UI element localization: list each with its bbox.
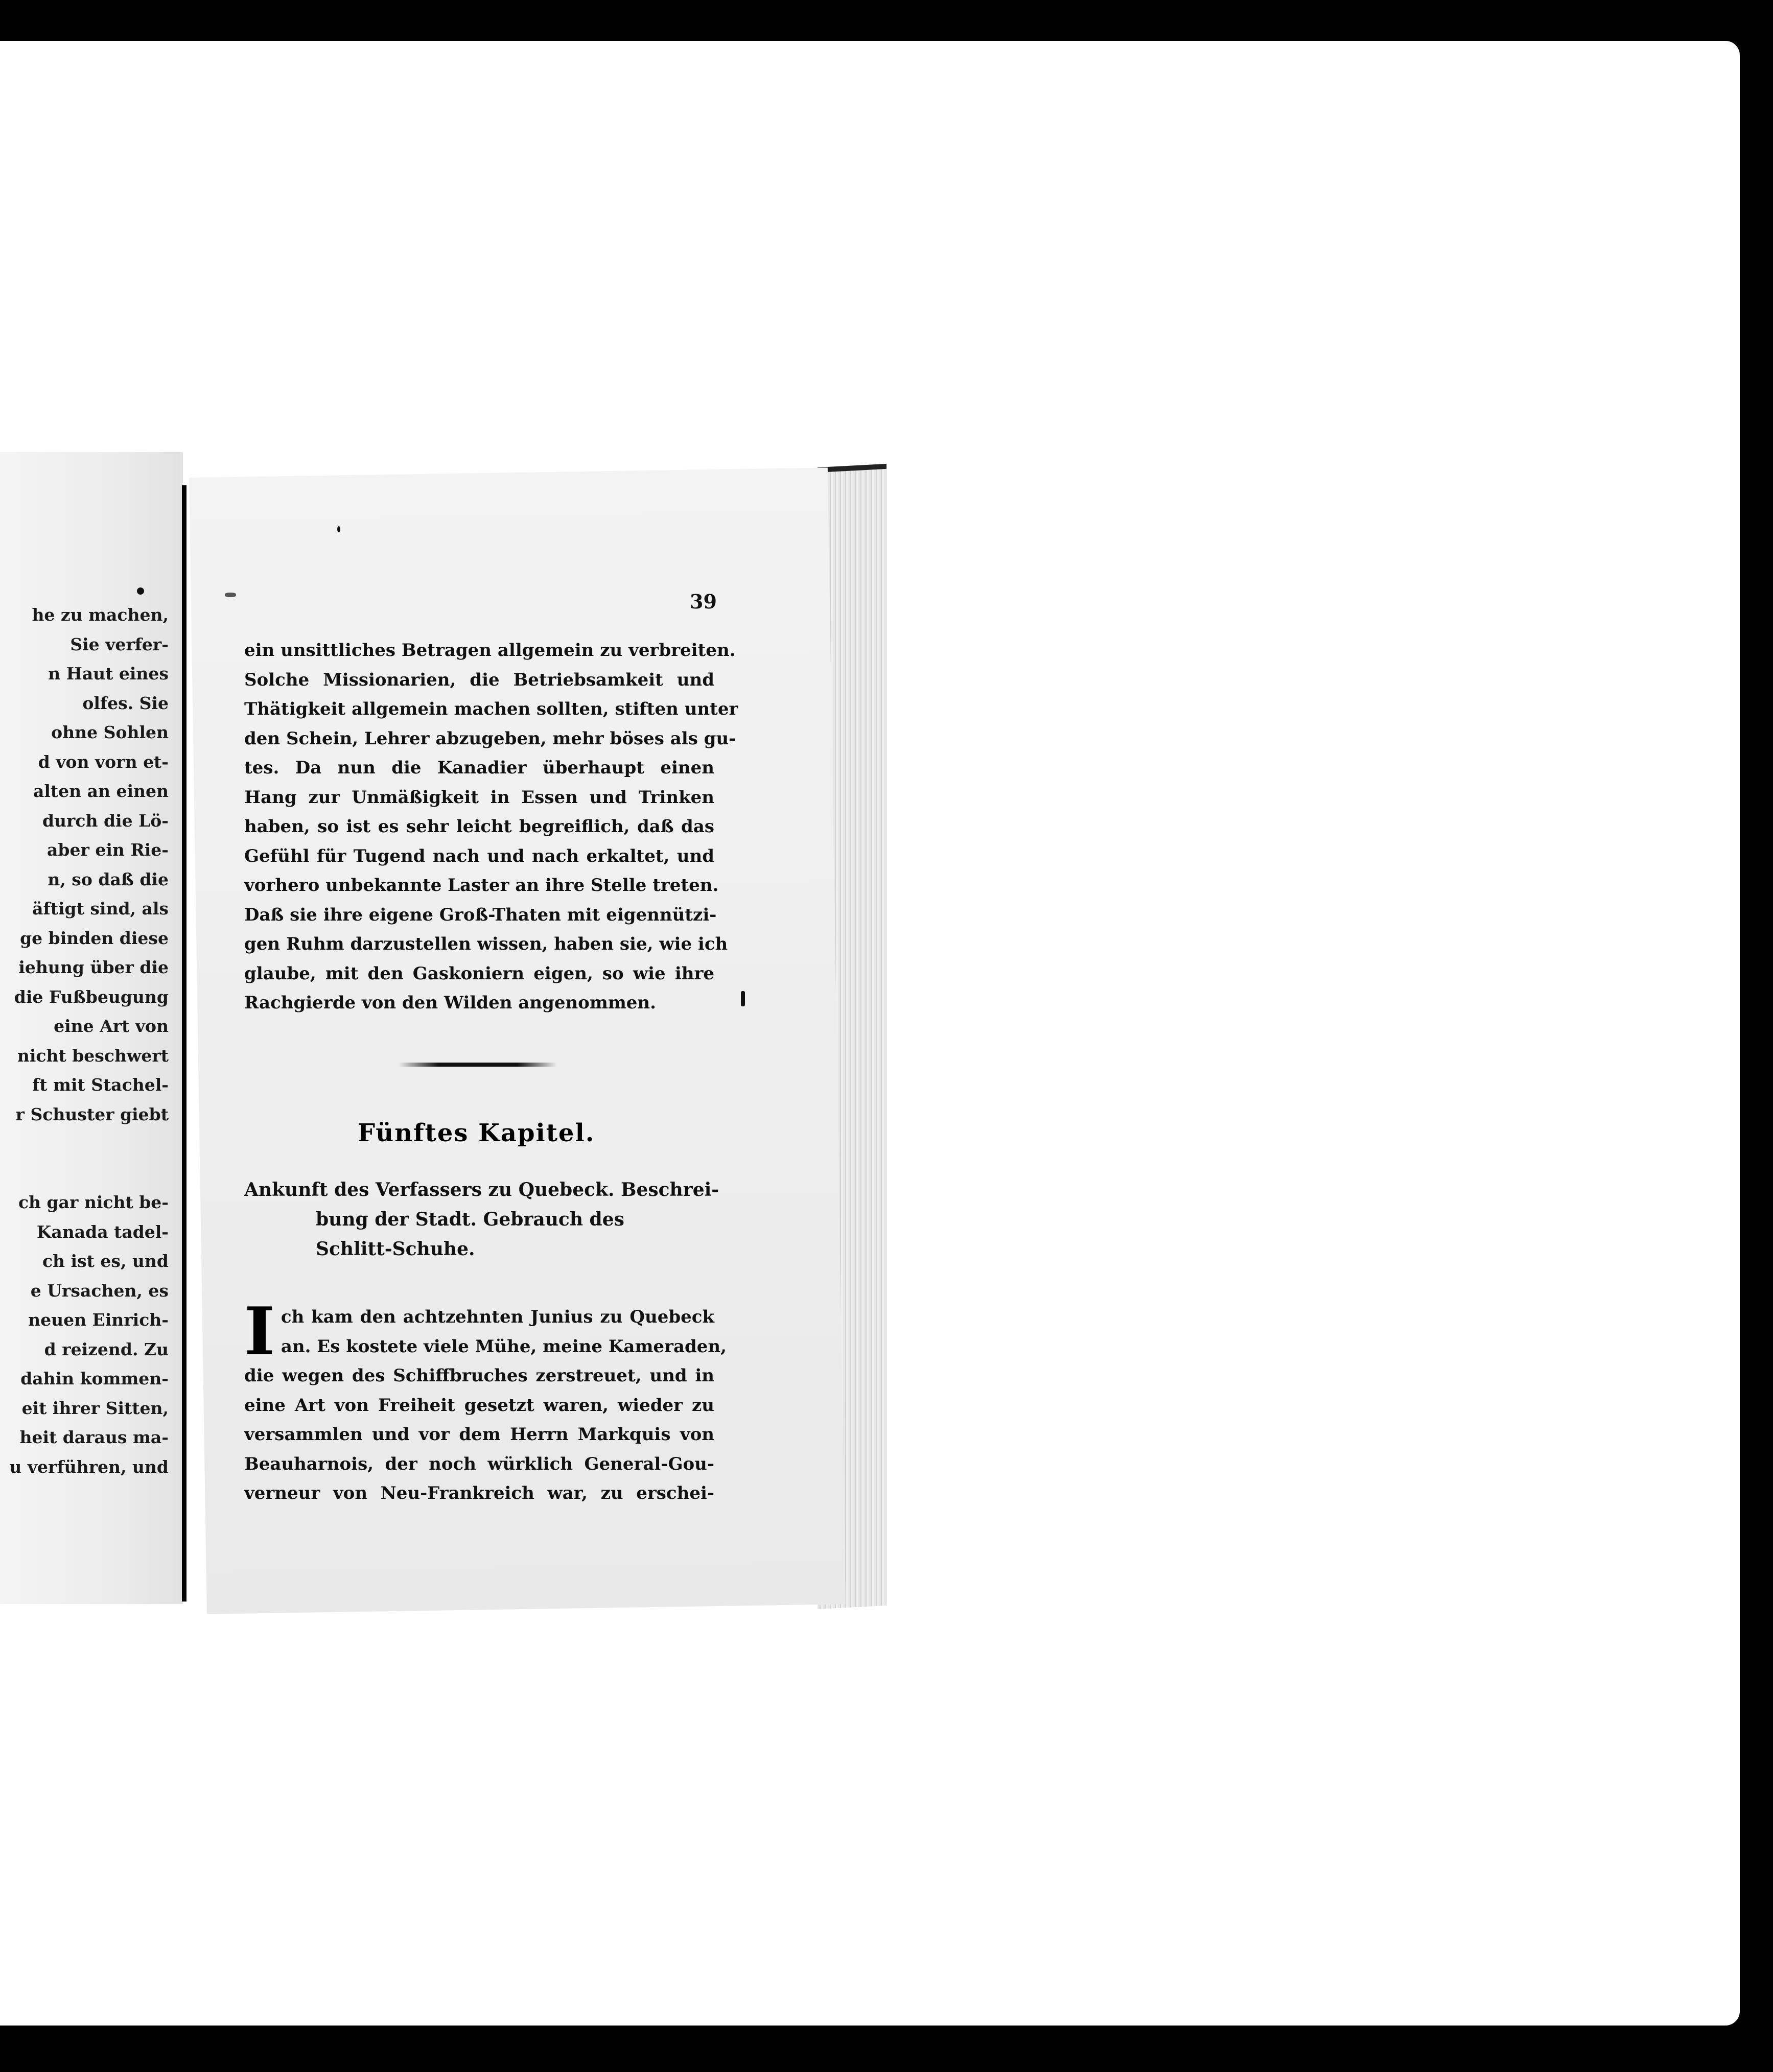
text-line: vorhero unbekannte Laster an ihre Stelle treten. [244, 875, 719, 896]
scan-speck [337, 526, 340, 532]
scanned-sheet [0, 41, 1763, 2026]
text-line: gen Ruhm darzustellen wissen, haben sie, wie ich [244, 934, 728, 954]
text-line: aber ein Rie- [47, 840, 169, 860]
text-line: he zu machen, [32, 605, 169, 625]
chapter-title: Fünftes Kapitel. [358, 1119, 595, 1147]
text-line: Hang zur Unmäßigkeit in Essen und Trinken [244, 787, 714, 808]
text-line: ein unsittliches Betragen allgemein zu verbreiten. [244, 640, 736, 661]
text-line: neuen Einrich- [28, 1310, 169, 1330]
text-line: Solche Missionarien, die Betriebsamkeit und [244, 669, 714, 690]
scan-speck [225, 593, 236, 597]
book-gutter [182, 485, 186, 1602]
text-line: r Schuster giebt [15, 1104, 169, 1124]
text-line: ch gar nicht be- [18, 1192, 169, 1212]
chapter-summary [244, 1175, 719, 1264]
text-line: n Haut eines [48, 664, 169, 684]
text-line: Daß sie ihre eigene Groß-Thaten mit eigennützi- [244, 904, 717, 925]
text-line: eit ihrer Sitten, [21, 1398, 169, 1418]
drop-cap: I [244, 1293, 275, 1370]
text-line: Rachgierde von den Wilden angenommen. [244, 993, 656, 1013]
scan-speck [137, 587, 144, 595]
text-line: versammlen und vor dem Herrn Markquis von [244, 1424, 714, 1445]
text-line: olfes. Sie [82, 693, 169, 713]
text-line: d von vorn et- [38, 751, 169, 772]
left-page-text [0, 600, 169, 1481]
paragraph-2-lines [244, 1293, 727, 1509]
text-line [0, 1159, 169, 1188]
text-line: durch die Lö- [42, 810, 169, 831]
text-line: u verführen, und [9, 1456, 169, 1477]
text-line: Thätigkeit allgemein machen sollten, stiften unter [244, 699, 738, 719]
paragraph-1 [244, 636, 738, 1018]
text-line: ft mit Stachel- [32, 1075, 169, 1095]
paragraph-2 [244, 1293, 727, 1509]
chapter-summary-line: bung der Stadt. Gebrauch des [316, 1209, 624, 1230]
edge-mark-icon: ✗ [1737, 651, 1763, 687]
text-line: n, so daß die [48, 869, 169, 889]
text-line: Gefühl für Tugend nach und nach erkaltet, und [244, 845, 714, 866]
text-line: ge binden diese [20, 928, 169, 948]
text-line: d reizend. Zu [44, 1339, 169, 1359]
chapter-divider [399, 1063, 557, 1067]
page-number: 39 [690, 590, 717, 613]
left-page [0, 452, 183, 1604]
scan-speck [741, 991, 745, 1006]
text-line: dahin kommen- [20, 1369, 169, 1388]
chapter-summary-line: Schlitt-Schuhe. [316, 1238, 475, 1260]
text-line: die Fußbeugung [14, 986, 169, 1007]
text-line: tes. Da nun die Kanadier überhaupt einen [244, 758, 714, 778]
text-line: iehung über die [18, 957, 169, 977]
text-line: Sie verfer- [70, 634, 169, 654]
text-line: nicht beschwert [17, 1045, 169, 1066]
text-line: eine Art von [54, 1016, 169, 1036]
text-line: ohne Sohlen [51, 722, 169, 742]
text-line: glaube, mit den Gaskoniern eigen, so wie ihre [244, 963, 714, 984]
text-line: alten an einen [33, 781, 169, 801]
text-line: ch ist es, und [42, 1251, 169, 1271]
text-line: eine Art von Freiheit gesetzt waren, wieder zu [244, 1395, 714, 1416]
text-line: an. Es kostete viele Mühe, meine Kameraden, [281, 1336, 727, 1357]
text-line: heit daraus ma- [19, 1427, 169, 1447]
text-line [0, 1129, 169, 1159]
text-line: den Schein, Lehrer abzugeben, mehr böses als gu- [244, 728, 736, 749]
text-line: e Ursachen, es [30, 1280, 169, 1301]
text-line: äftigt sind, als [32, 899, 169, 919]
text-line: die wegen des Schiffbruches zerstreuet, und in [244, 1365, 714, 1386]
text-line: verneur von Neu-Frankreich war, zu erschei- [244, 1483, 714, 1503]
chapter-summary-line: Ankunft des Verfassers zu Quebeck. Beschrei- [244, 1179, 719, 1200]
text-line: Kanada tadel- [36, 1221, 169, 1242]
text-line: ch kam den achtzehnten Junius zu Quebeck [281, 1307, 714, 1327]
text-line: Beauharnois, der noch würklich General-Gou- [244, 1453, 714, 1474]
text-line: haben, so ist es sehr leicht begreiflich, daß das [244, 816, 714, 837]
